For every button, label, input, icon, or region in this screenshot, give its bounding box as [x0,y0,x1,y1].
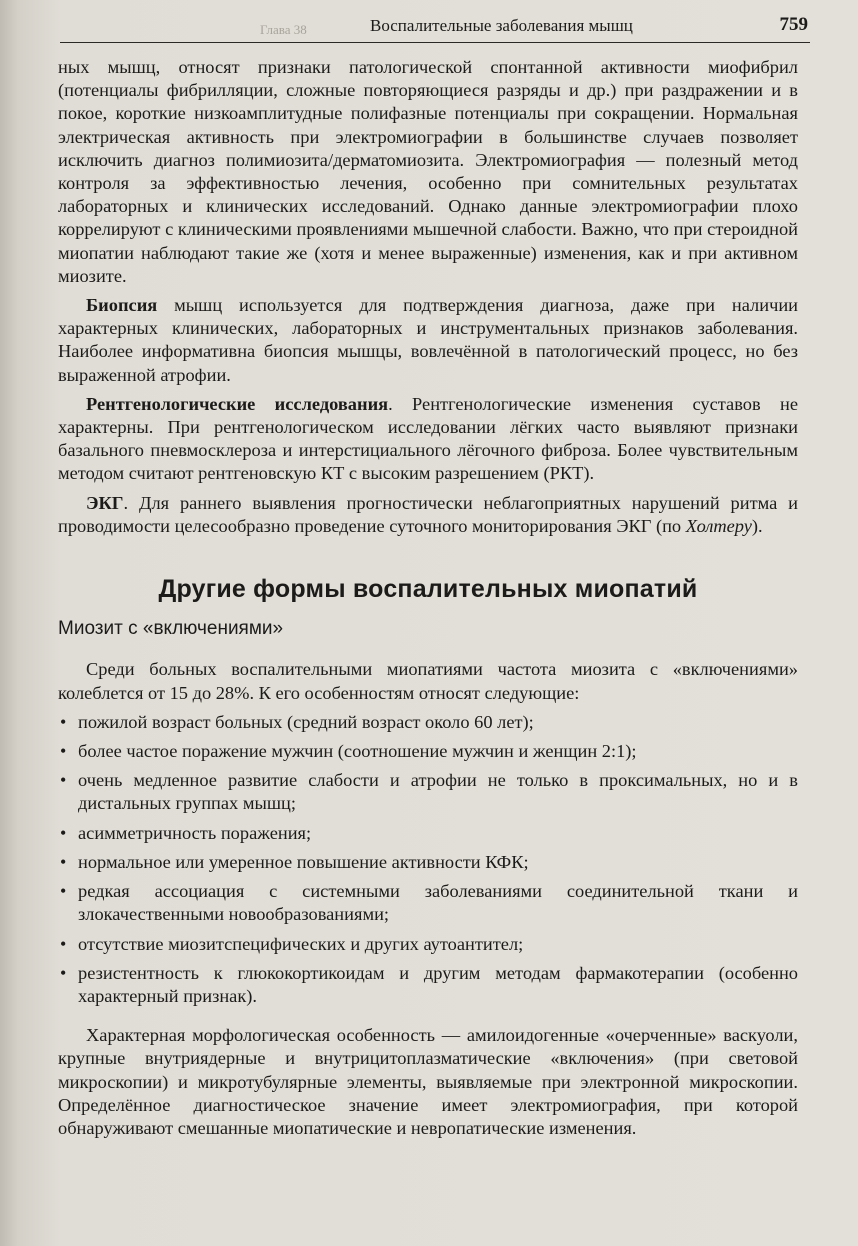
section-subtitle: Миозит с «включениями» [58,618,284,640]
running-title: Воспалительные заболевания мышц [370,16,633,35]
list-item: • очень медленное развитие слабости и атрофии не только в проксимальных, но и в дистальных группах мышц; [58,769,798,815]
biopsy-heading: Биопсия [86,295,158,316]
ecg-heading: ЭКГ [86,492,124,513]
list-item: • асимметричность поражения; [58,822,798,845]
ecg-end: ). [751,515,763,536]
xray-paragraph [58,393,798,486]
ecg-paragraph [58,492,798,538]
ecg-holter-name: Холтеру [685,515,752,536]
xray-text: . Рентгенологические изменения суставов не характерны. При рентгенологическом исследовании лёгких часто выявляют признаки базального пневмосклероза и интерстициального лёгочного фиброза. Более чувствительным методом считают рентгеновскую КТ с высоким разрешением (РКТ). [58,393,798,484]
list-item: • отсутствие миозитспецифических и других аутоантител; [58,933,798,956]
features-list [58,711,798,1008]
ecg-text: . Для раннего выявления прогностически неблагоприятных нарушений ритма и проводимости целесообразно проведение суточного мониторирования ЭКГ (по [58,492,798,536]
biopsy-text: мышц используется для подтверждения диагноза, даже при наличии характерных клинических, лабораторных и инструментальных признаков заболевания. Наиболее информативна биопсия мышцы, вовлечённой в патологический процесс, но без выраженной атрофии. [58,295,798,385]
section-title: Другие формы воспалительных миопатий [158,575,698,604]
list-item: • резистентность к глюкокортикоидам и другим методам фармакотерапии (особенно характерный признак). [58,962,798,1008]
bleed-through-text: Глава 38 [260,22,307,37]
list-item: • редкая ассоциация с системными заболеваниями соединительной ткани и злокачественными новообразованиями; [58,880,798,926]
page-number: 759 [779,14,808,35]
list-item: • пожилой возраст больных (средний возраст около 60 лет); [58,711,798,734]
list-item: • более частое поражение мужчин (соотношение мужчин и женщин 2:1); [58,740,798,763]
emg-paragraph: ных мышц, относят признаки патологической спонтанной активности миофибрил (потенциалы фибрилляции, сложные повторяющиеся разряды и др.) при раздражении и в покое, короткие низкоамплитудные полифазные потенциалы при сокращении. Нормальная электрическая активность при электромиографии в большинстве случаев позволяет исключить диагноз полимиозита/дерматомиозита. Электромиография — полезный метод контроля за эффективностью лечения, особенно при сомнительных результатах лабораторных и клинических исследований. Однако данные электромиографии плохо коррелируют с клиническими проявлениями мышечной слабости. Важно, что при стероидной миопатии наблюдают такие же (хотя и менее выраженные) изменения, как и при активном миозите. [58,57,798,286]
closing-paragraph: Характерная морфологическая особенность — амилоидогенные «очерченные» васкуоли, крупные внутриядерные и внутрицитоплазматические «включения» (при световой микроскопии) и микротубулярные элементы, выявляемые при электронной микроскопии. Определённое диагностическое значение имеет электромиография, при которой обнаруживают смешанные миопатические и невропатические изменения. [58,1025,798,1138]
list-item: • нормальное или умеренное повышение активности КФК; [58,851,798,874]
intro-paragraph: Среди больных воспалительными миопатиями частота миозита с «включениями» колеблется от 15 до 28%. К его особенностям относят следующие: [58,659,798,703]
page-header [60,10,810,43]
page-content [58,56,798,1140]
xray-heading: Рентгенологические исследования [86,393,389,414]
biopsy-paragraph [58,294,798,387]
